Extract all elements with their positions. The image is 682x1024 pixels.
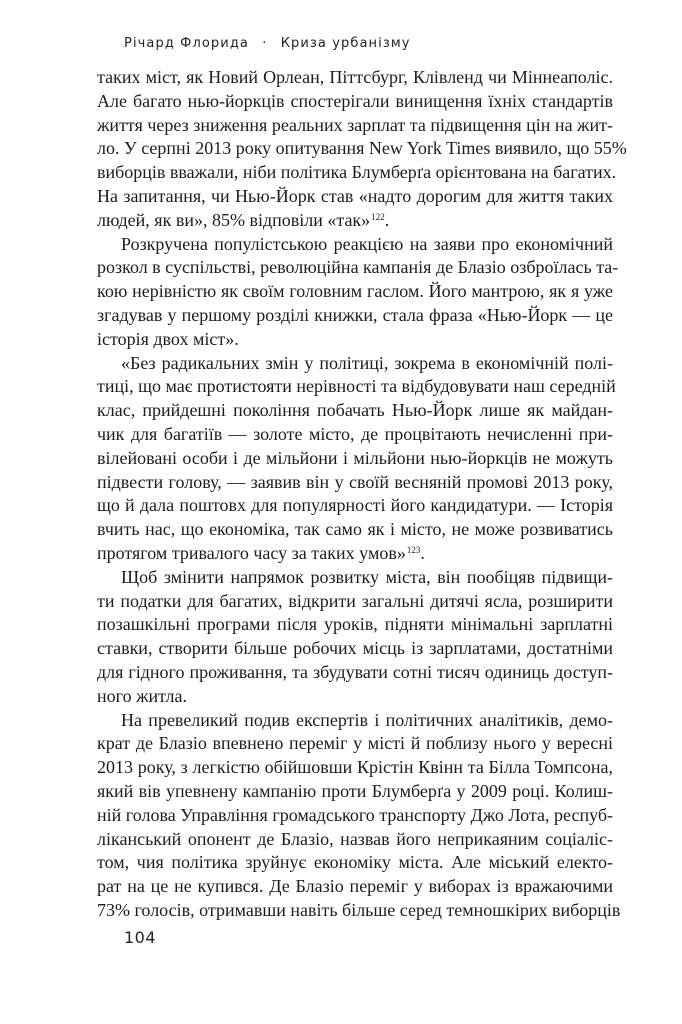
line-text: таких міст, як Новий Орлеан, Піттсбург, Клівленд чи Міннеаполіс. (97, 67, 613, 87)
text-line (97, 590, 613, 614)
text-line (97, 804, 613, 828)
line-text: крат де Блазіо впевнено переміг у місті й поблизу нього у вересні (97, 733, 613, 754)
text-line (97, 780, 613, 804)
line-text: вчить нас, що економіка, так само як і місто, не може розвиватись (97, 519, 613, 540)
line-text: ти податки для багатих, відкрити загальні дитячі ясла, розширити (97, 590, 613, 611)
text-line (97, 256, 619, 280)
text-line (97, 137, 627, 161)
text-line (97, 542, 613, 566)
line-text: ліканський опонент де Блазіо, назвав його неприкаяним соціаліс- (97, 828, 613, 849)
text-line (97, 114, 613, 138)
line-text: людей, як ви», 85% відповіли «так» (97, 209, 371, 230)
line-text: підвести голову, — заявив він у своїй весняній промові 2013 року, (97, 471, 613, 492)
text-line (97, 209, 613, 233)
line-text: тиці, що має протистояти нерівності та відбудовувати наш середній (97, 376, 616, 397)
line-text: виборців вважали, ніби політика Блумберґа орієнтована на багатих. (97, 162, 617, 183)
line-text: історія двох міст». (97, 328, 239, 349)
line-text: ній голова Управління громадського транспорту Джо Лота, респуб- (97, 804, 613, 825)
text-line (97, 875, 613, 899)
text-line (97, 185, 613, 209)
text-line (97, 352, 613, 376)
text-line (97, 851, 613, 875)
paragraph (97, 233, 619, 352)
text-line (97, 518, 613, 542)
text-line (97, 447, 613, 471)
line-text: клас, прийдешні покоління побачать Нью-Йорк лише як майдан- (97, 400, 613, 421)
text-line (97, 732, 613, 756)
text-line (97, 685, 613, 709)
line-text: ставки, створити більше робочих місць із зарплатами, достатніми (97, 638, 613, 659)
paragraph (97, 566, 613, 709)
line-text: що й дала поштовх для популярності його кандидатури. — Історія (97, 495, 613, 516)
line-text: Щоб змінити напрямок розвитку міста, він пообіцяв підвищи- (121, 566, 613, 587)
line-text: позашкільні програми після уроків, підняти мінімальні зарплатні (97, 614, 613, 635)
line-text: 73% голосів, отримавши навіть більше серед темношкірих виборців (97, 899, 621, 920)
text-line (97, 709, 613, 733)
text-line (97, 280, 613, 304)
text-line (97, 494, 613, 518)
footnote-reference: 123 (406, 544, 421, 555)
line-text: 2013 року, з легкістю обійшовши Крістін Квінн та Білла Томпсона, (97, 757, 613, 778)
line-text: вілейовані особи і де мільйони і мільйони нью-йоркців не можуть (97, 447, 613, 468)
text-line (97, 828, 613, 852)
body-text (97, 66, 627, 923)
line-text: Але багато нью-йоркців спостерігали винищення їхніх стандартів (97, 90, 613, 111)
line-text: який вів упевнену кампанію проти Блумберґа у 2009 році. Колиш- (97, 780, 613, 801)
text-line (97, 375, 616, 399)
line-text: На запитання, чи Нью-Йорк став «надто дорогим для життя таких (97, 185, 613, 206)
line-text: чик для багатіїв — золоте місто, де процвітають нечисленні при- (97, 423, 613, 444)
paragraph (97, 66, 627, 233)
line-text: рат на це не купився. Де Блазіо переміг у виборах із вражаючими (97, 876, 613, 897)
line-text: життя через зниження реальних зарплат та підвищення цін на жит- (97, 114, 613, 135)
text-line (97, 66, 613, 90)
text-line (97, 637, 613, 661)
header-separator: · (262, 36, 268, 51)
paragraph (97, 352, 616, 566)
text-line (97, 233, 613, 257)
line-text: На превеликий подив експертів і політичних аналітиків, демо- (121, 709, 613, 730)
line-text: розкол в суспільстві, революційна кампанія де Блазіо озброїлась та- (97, 257, 619, 278)
line-text: протягом тривалого часу за таких умов» (97, 542, 406, 563)
line-text: ло. У серпні 2013 року опитування New York Times виявило, що 55% (97, 138, 627, 159)
line-text: кою нерівністю як своїм головним гаслом. Його мантрою, як я уже (97, 281, 613, 302)
header-book-title: Криза урбанізму (280, 36, 411, 51)
text-line (97, 899, 621, 923)
text-line (97, 90, 613, 114)
text-line (97, 304, 613, 328)
text-line (97, 613, 613, 637)
text-line (97, 399, 613, 423)
text-line (97, 423, 613, 447)
sentence-period: . (420, 542, 425, 563)
text-line (97, 756, 613, 780)
text-line (97, 471, 613, 495)
line-text: Розкручена популістською реакцією на заяви про економічний (121, 233, 613, 254)
line-text: згадував у першому розділі книжки, стала фраза «Нью-Йорк — це (97, 304, 613, 325)
page-number: 104 (124, 928, 157, 947)
text-line (97, 161, 617, 185)
line-text: «Без радикальних змін у політиці, зокрема в економічній полі- (121, 352, 613, 373)
line-text: для гідного проживання, та збудувати сотні тисяч одиниць доступ- (97, 661, 613, 682)
header-author: Річард Флорида (124, 36, 249, 51)
paragraph (97, 709, 621, 923)
text-line (97, 566, 613, 590)
text-line (97, 661, 613, 685)
line-text: ного житла. (97, 685, 188, 706)
footnote-reference: 122 (371, 211, 385, 222)
running-header (124, 36, 411, 51)
sentence-period: . (384, 209, 390, 230)
text-line (97, 328, 613, 352)
line-text: том, чия політика зруйнує економіку міста. Але міський електо- (97, 852, 613, 873)
